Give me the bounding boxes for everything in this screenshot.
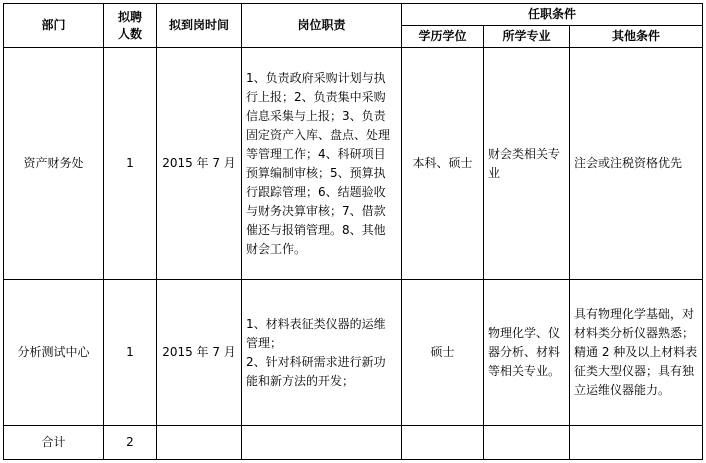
- date-cell: 2015 年 7 月: [157, 280, 242, 426]
- empty-cell: [157, 426, 242, 460]
- major-cell: 物理化学、仪器分析、材料等相关专业。: [484, 280, 570, 426]
- duties-cell: 1、材料表征类仪器的运维管理； 2、针对科研需求进行新功能和新方法的开发；: [242, 280, 402, 426]
- total-row: [4, 426, 703, 460]
- header-dept: 部门: [4, 4, 104, 48]
- table-row: [4, 280, 703, 426]
- header-count: 拟聘 人数: [104, 4, 157, 48]
- recruitment-table: [3, 3, 703, 460]
- empty-cell: [402, 426, 484, 460]
- date-cell: 2015 年 7 月: [157, 48, 242, 280]
- empty-cell: [242, 426, 402, 460]
- header-duties: 岗位职责: [242, 4, 402, 48]
- header-other: 其他条件: [570, 26, 703, 48]
- duties-cell: 1、负责政府采购计划与执行上报；2、负责集中采购信息采集与上报；3、负责固定资产入库、盘点、处理等管理工作；4、科研项目预算编制审核；5、预算执行跟踪管理；6、结题验收与财务决算审核；7、借款催还与报销管理。8、其他财会工作。: [242, 48, 402, 280]
- total-count: 2: [104, 426, 157, 460]
- header-requirements: 任职条件: [402, 4, 703, 26]
- table-row: [4, 48, 703, 280]
- other-cell: 注会或注税资格优先: [570, 48, 703, 280]
- degree-cell: 硕士: [402, 280, 484, 426]
- total-label: 合计: [4, 426, 104, 460]
- dept-cell: 资产财务处: [4, 48, 104, 280]
- header-degree: 学历学位: [402, 26, 484, 48]
- header-date: 拟到岗时间: [157, 4, 242, 48]
- other-cell: 具有物理化学基础，对材料类分析仪器熟悉；精通 2 种及以上材料表征类大型仪器；具有独立运维仪器能力。: [570, 280, 703, 426]
- major-cell: 财会类相关专业: [484, 48, 570, 280]
- degree-cell: 本科、硕士: [402, 48, 484, 280]
- count-cell: 1: [104, 48, 157, 280]
- dept-cell: 分析测试中心: [4, 280, 104, 426]
- count-cell: 1: [104, 280, 157, 426]
- empty-cell: [570, 426, 703, 460]
- empty-cell: [484, 426, 570, 460]
- header-major: 所学专业: [484, 26, 570, 48]
